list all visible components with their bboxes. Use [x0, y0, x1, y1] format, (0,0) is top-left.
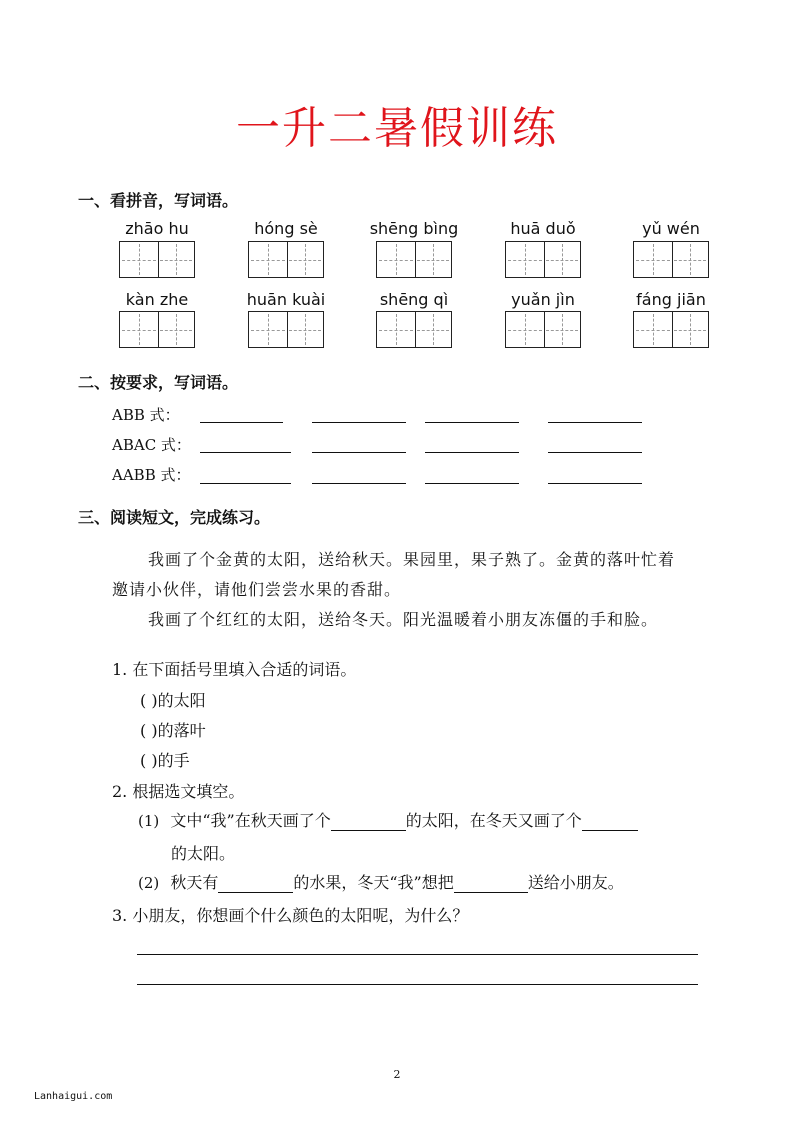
pinyin-label: huān kuài: [246, 290, 326, 309]
answer-blank[interactable]: [218, 874, 293, 893]
answer-blank[interactable]: [200, 422, 283, 423]
pinyin-label: yǔ wén: [642, 219, 700, 238]
abb-label: ABB 式：: [112, 406, 180, 424]
passage-line: 我画了个金黄的太阳，送给秋天。果园里，果子熟了。金黄的落叶忙着: [148, 550, 676, 569]
footer-watermark: Lanhaigui.com: [34, 1091, 113, 1102]
pinyin-label: shēng bìng: [369, 219, 459, 238]
answer-blank[interactable]: [200, 452, 291, 453]
tianzige-box[interactable]: [505, 241, 581, 278]
tianzige-box[interactable]: [505, 311, 581, 348]
tianzige-box[interactable]: [119, 311, 195, 348]
answer-blank[interactable]: [312, 422, 406, 423]
sentence-part: 送给小朋友。: [527, 873, 624, 892]
tianzige-box[interactable]: [633, 311, 709, 348]
answer-blank[interactable]: [312, 483, 406, 484]
tianzige-box[interactable]: [248, 311, 324, 348]
aabb-label: AABB 式：: [112, 466, 191, 484]
question-1: 1. 在下面括号里填入合适的词语。: [112, 660, 357, 679]
passage-line: 邀请小伙伴，请他们尝尝水果的香甜。: [112, 580, 402, 599]
pinyin-label: fáng jiān: [636, 290, 706, 309]
answer-blank[interactable]: [548, 452, 642, 453]
page-number: 2: [393, 1068, 401, 1081]
answer-blank[interactable]: [454, 874, 528, 893]
section-3-heading: 三、阅读短文，完成练习。: [78, 508, 271, 527]
sentence-part: 的太阳。: [171, 844, 236, 863]
pinyin-label: kàn zhe: [125, 290, 189, 309]
answer-line[interactable]: [137, 954, 698, 955]
answer-blank[interactable]: [425, 422, 519, 423]
answer-blank[interactable]: [312, 452, 406, 453]
passage-line: 我画了个红红的太阳，送给冬天。阳光温暖着小朋友冻僵的手和脸。: [148, 610, 659, 629]
pinyin-label: zhāo hu: [125, 219, 189, 238]
tianzige-box[interactable]: [376, 311, 452, 348]
tianzige-box[interactable]: [376, 241, 452, 278]
pinyin-label: yuǎn jìn: [511, 290, 575, 309]
pinyin-label: shēng qì: [379, 290, 449, 309]
answer-blank[interactable]: [425, 483, 519, 484]
question-2: 2. 根据选文填空。: [112, 782, 245, 801]
sentence-part: 文中“我”在秋天画了个: [170, 811, 331, 830]
answer-blank[interactable]: [548, 483, 642, 484]
sentence-part: 的太阳，在冬天又画了个: [405, 811, 582, 830]
pinyin-label: huā duǒ: [510, 219, 576, 238]
sub-number: (2): [138, 874, 160, 892]
page-title: 一升二暑假训练: [236, 103, 558, 154]
reading-passage: [112, 545, 722, 635]
answer-line[interactable]: [137, 984, 698, 985]
sentence-part: 秋天有: [170, 873, 219, 892]
answer-blank[interactable]: [200, 483, 291, 484]
question-2-1: [138, 808, 638, 831]
answer-blank[interactable]: [331, 812, 406, 831]
question-3: 3. 小朋友，你想画个什么颜色的太阳呢，为什么？: [112, 906, 469, 925]
question-2-2: [138, 870, 624, 893]
answer-blank[interactable]: [425, 452, 519, 453]
sentence-part: 的水果，冬天“我”想把: [293, 873, 454, 892]
pinyin-label: hóng sè: [254, 219, 318, 238]
abac-label: ABAC 式：: [112, 436, 191, 454]
sub-number: (1): [138, 812, 160, 830]
answer-blank[interactable]: [548, 422, 642, 423]
tianzige-box[interactable]: [633, 241, 709, 278]
section-2-heading: 二、按要求，写词语。: [78, 373, 239, 392]
fill-bracket[interactable]: ( )的手: [140, 751, 190, 770]
tianzige-box[interactable]: [119, 241, 195, 278]
fill-bracket[interactable]: ( )的太阳: [140, 691, 206, 710]
tianzige-box[interactable]: [248, 241, 324, 278]
section-1-heading: 一、看拼音，写词语。: [78, 191, 239, 210]
fill-bracket[interactable]: ( )的落叶: [140, 721, 206, 740]
answer-blank[interactable]: [582, 812, 638, 831]
